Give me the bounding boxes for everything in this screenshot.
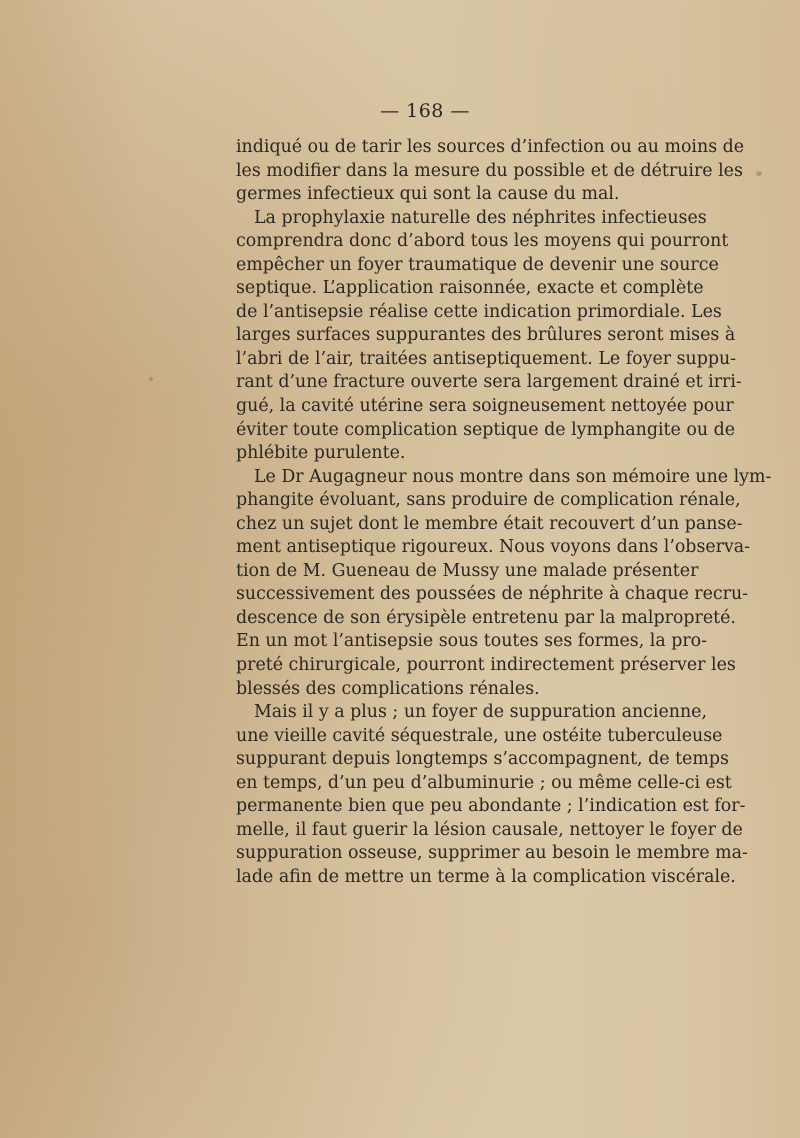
text-line: phangite évoluant, sans produire de complication rénale, bbox=[236, 490, 741, 511]
text-line: comprendra donc d’abord tous les moyens qui pourront bbox=[236, 231, 729, 252]
text-line: phlébite purulente. bbox=[236, 443, 406, 464]
text-line: blessés des complications rénales. bbox=[236, 678, 540, 699]
text-line: En un mot l’antisepsie sous toutes ses formes, la pro- bbox=[236, 631, 708, 652]
text-line: septique. L’application raisonnée, exacte et complète bbox=[236, 278, 704, 299]
text-line: de l’antisepsie réalise cette indication primordiale. Les bbox=[236, 301, 722, 322]
text-line: melle, il faut guerir la lésion causale, nettoyer le foyer de bbox=[236, 819, 743, 840]
text-line: tion de M. Gueneau de Mussy une malade présenter bbox=[236, 560, 699, 581]
text-line: gué, la cavité utérine sera soigneusement nettoyée pour bbox=[236, 396, 734, 417]
text-line: chez un sujet dont le membre était recouvert d’un panse- bbox=[236, 513, 743, 534]
text-line: suppuration osseuse, supprimer au besoin le membre ma- bbox=[236, 843, 748, 864]
text-line: permanente bien que peu abondante ; l’indication est for- bbox=[236, 796, 746, 817]
text-line: l’abri de l’air, traitées antiseptiquement. Le foyer suppu- bbox=[236, 348, 737, 369]
text-line: empêcher un foyer traumatique de devenir une source bbox=[236, 254, 719, 275]
text-line: lade afin de mettre un terme à la complication viscérale. bbox=[236, 866, 736, 887]
text-line: en temps, d’un peu d’albuminurie ; ou même celle-ci est bbox=[236, 772, 732, 793]
text-line: une vieille cavité séquestrale, une ostéite tuberculeuse bbox=[236, 725, 723, 746]
text-line: suppurant depuis longtemps s’accompagnent, de temps bbox=[236, 749, 729, 770]
text-line: rant d’une fracture ouverte sera largement drainé et irri- bbox=[236, 372, 742, 393]
page-number: — 168 — bbox=[380, 100, 470, 122]
text-line: successivement des poussées de néphrite à chaque recru- bbox=[236, 584, 749, 605]
text-line: indiqué ou de tarir les sources d’infection ou au moins de bbox=[236, 137, 745, 157]
text-line: descence de son érysipèle entretenu par la malpropreté. bbox=[236, 607, 736, 628]
body-text bbox=[236, 136, 772, 890]
paper-spot bbox=[149, 377, 153, 381]
text-line: les modifier dans la mesure du possible et de détruire les bbox=[236, 160, 743, 181]
text-line: preté chirurgicale, pourront indirectement préserver les bbox=[236, 655, 736, 676]
text-line: éviter toute complication septique de lymphangite ou de bbox=[236, 419, 735, 440]
text-line: ment antiseptique rigoureux. Nous voyons dans l’observa- bbox=[236, 537, 751, 558]
paper-spot bbox=[756, 171, 762, 176]
text-line: Mais il y a plus ; un foyer de suppuration ancienne, bbox=[254, 702, 707, 723]
text-line: Le Dr Augagneur nous montre dans son mémoire une lym- bbox=[254, 466, 772, 487]
text-line: larges surfaces suppurantes des brûlures seront mises à bbox=[236, 325, 736, 346]
text-line: La prophylaxie naturelle des néphrites infectieuses bbox=[254, 207, 707, 228]
text-line: germes infectieux qui sont la cause du mal. bbox=[236, 184, 620, 205]
